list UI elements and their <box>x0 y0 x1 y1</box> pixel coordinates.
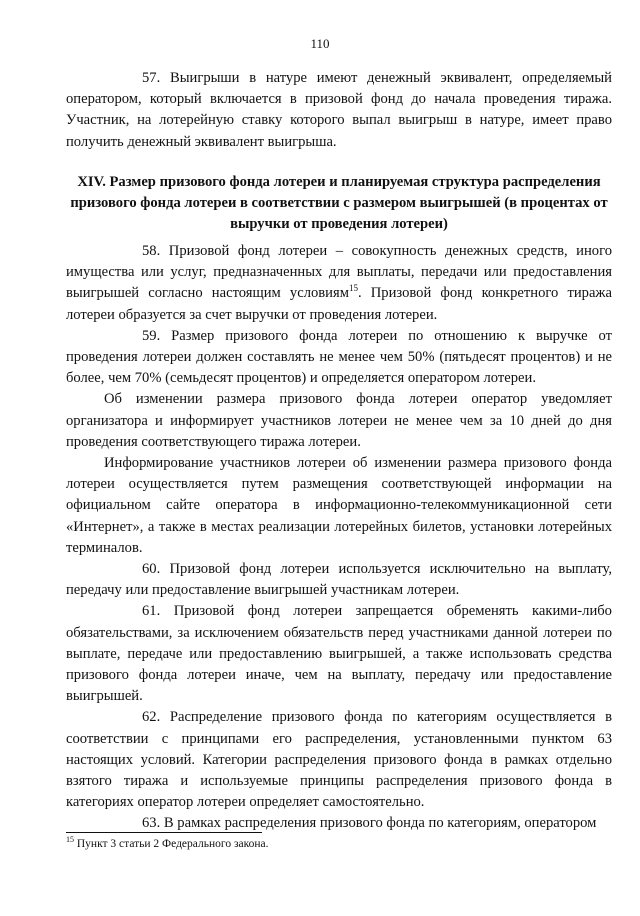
paragraph-number: 61. <box>142 603 161 620</box>
paragraph-text: Размер призового фонда лотереи по отношению к выручке от проведения лотереи должен составлять не менее чем 50% (пятьдесят процентов) и не более, чем 70% (семьдесят процентов) и определяется оператором лотереи. <box>66 327 612 387</box>
paragraph-61 <box>66 601 612 707</box>
paragraph-57 <box>66 68 612 153</box>
paragraph-59 <box>66 326 612 390</box>
paragraph-number: 63. <box>142 815 161 832</box>
paragraph-number: 57. <box>142 70 161 86</box>
paragraph-60 <box>66 559 612 601</box>
paragraph-text: В рамках распределения призового фонда по категориям, оператором <box>163 815 597 832</box>
footnote <box>66 836 612 852</box>
paragraph-number: 58. <box>142 243 161 259</box>
paragraph-text: Призовой фонд лотереи запрещается обременять какими-либо обязательствами, за исключением обязательств перед участниками данной лотереи по выплате, передаче или предоставлению выигрышей, а также использовать средства призового фонда лотереи иначе, чем на выплату, передачу или предоставление выигрышей. <box>66 603 612 705</box>
paragraph-number: 62. <box>142 709 161 726</box>
paragraph-block-main <box>66 241 612 835</box>
section-heading: XIV. Размер призового фонда лотереи и планируемая структура распределения призового фонда лотереи в соответствии с размером выигрышей (в процентах от выручки от проведения лотереи) <box>70 174 608 232</box>
footnote-reference: 15 <box>348 283 358 294</box>
footnote-text: Пункт 3 статьи 2 Федерального закона. <box>76 838 269 850</box>
paragraph-62 <box>66 707 612 813</box>
paragraph-number: 59. <box>142 327 161 344</box>
paragraph-text: Призовой фонд лотереи используется исключительно на выплату, передачу или предоставление выигрышей участникам лотереи. <box>66 561 612 599</box>
paragraph-text: Распределение призового фонда по категориям осуществляется в соответствии с принципами его распределения, установленными пунктом 63 настоящих условий. Категории распределения призового фонда в рамках отдельно взятого тиража и используемые принципы распределения призового фонда в категориях оператор лотереи определяет самостоятельно. <box>66 709 612 811</box>
paragraph-text: Призовой фонд лотереи – совокупность денежных средств, иного имущества или услуг, предназначенных для выплаты, передачи или предоставления выигрышей согласно настоящим условиям <box>66 243 612 302</box>
page-number: 110 <box>310 36 330 51</box>
footnote-divider <box>66 832 262 833</box>
paragraph-59-notice <box>66 389 612 453</box>
paragraph-58 <box>66 241 612 326</box>
footnote-mark: 15 <box>66 835 74 845</box>
paragraph-text: Информирование участников лотереи об изменении размера призового фонда лотереи осуществляется путем размещения соответствующей информации на официальном сайте оператора в информационно-телекоммуникационной сети «Интернет», а также в местах реализации лотерейных билетов, установки лотерейных терминалов. <box>66 455 612 556</box>
paragraph-text-continued: . Призовой фонд конкретного тиража лотереи образуется за счет выручки от проведения лотереи. <box>66 285 612 323</box>
paragraph-59-informing <box>66 453 612 559</box>
paragraph-block-top <box>66 68 612 153</box>
paragraph-text: Выигрыши в натуре имеют денежный эквивалент, определяемый оператором, который включается в призовой фонд до начала проведения тиража. Участник, на лотерейную ставку которого выпал выигрыш в натуре, имеет право получить денежный эквивалент выигрыша. <box>66 70 612 150</box>
paragraph-number: 60. <box>142 561 161 578</box>
paragraph-text: Об изменении размера призового фонда лотереи оператор уведомляет организатора и информирует участников лотереи не менее чем за 10 дней до дня проведения соответствующего тиража лотереи. <box>66 391 612 450</box>
